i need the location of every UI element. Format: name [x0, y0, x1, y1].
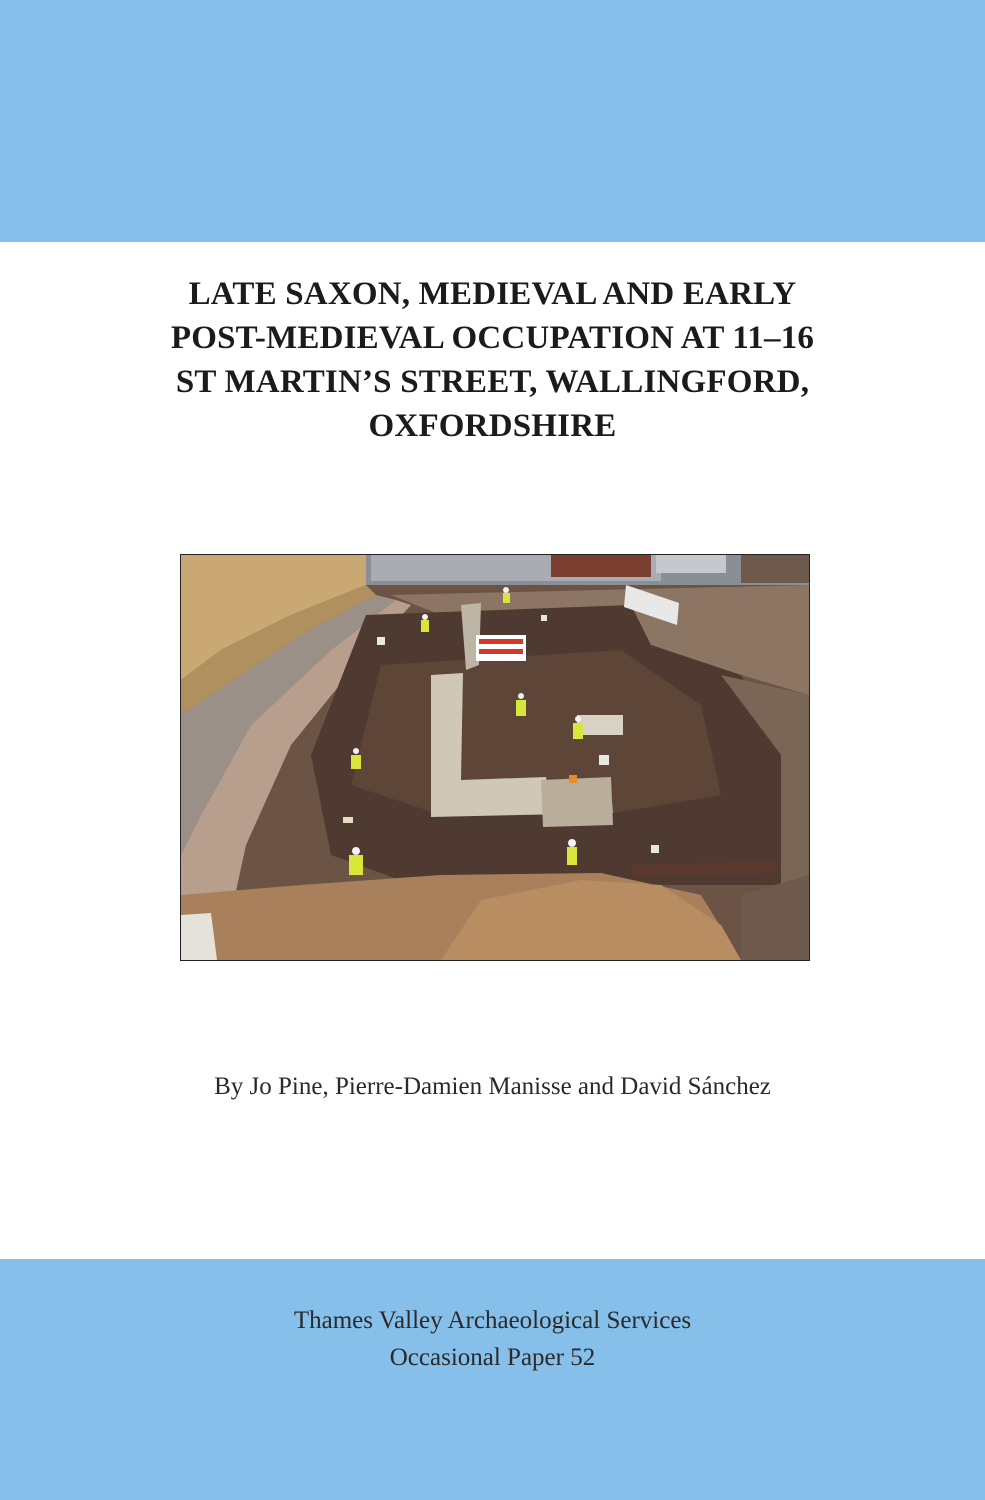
top-color-band — [0, 0, 985, 242]
title-line-1: LATE SAXON, MEDIEVAL AND EARLY — [188, 276, 797, 312]
title-line-2: POST-MEDIEVAL OCCUPATION AT 11–16 — [170, 320, 815, 356]
cover-title — [60, 272, 925, 448]
publisher-block — [60, 1302, 925, 1376]
series-number: Occasional Paper 52 — [389, 1344, 596, 1371]
title-line-3: ST MARTIN’S STREET, WALLINGFORD, — [175, 364, 810, 400]
cover-authors: By Jo Pine, Pierre-Damien Manisse and David Sánchez — [214, 1073, 771, 1100]
bottom-color-band — [0, 1259, 985, 1500]
title-line-4: OXFORDSHIRE — [368, 408, 617, 444]
excavation-photo — [180, 554, 810, 961]
publisher-name: Thames Valley Archaeological Services — [293, 1307, 692, 1334]
